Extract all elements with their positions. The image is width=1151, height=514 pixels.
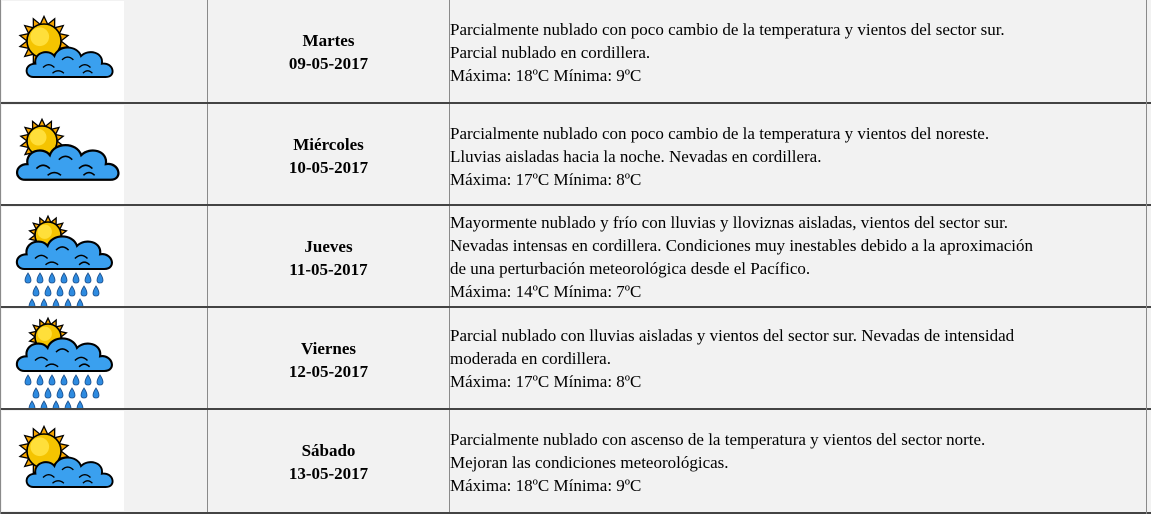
forecast-row <box>0 410 1151 512</box>
description-line: Parcial nublado con lluvias aisladas y vientos del sector sur. Nevadas de intensidad <box>450 326 1015 345</box>
rain-drops <box>25 273 103 307</box>
partly-cloudy-icon <box>2 1 124 101</box>
day-date: 12-05-2017 <box>288 362 369 381</box>
day-cell <box>208 206 450 308</box>
icon-cell <box>0 206 208 308</box>
table-border-right <box>1146 0 1147 514</box>
day-name: Sábado <box>301 441 356 460</box>
day-cell <box>208 410 450 512</box>
rain-drops <box>25 375 103 409</box>
forecast-row <box>0 206 1151 308</box>
temperature-line: Máxima: 18ºC Mínima: 9ºC <box>450 66 642 85</box>
temperature-line: Máxima: 17ºC Mínima: 8ºC <box>450 170 642 189</box>
table-border-left <box>0 0 1 514</box>
description-line: Parcialmente nublado con poco cambio de la temperatura y vientos del noreste. <box>450 124 990 143</box>
forecast-row <box>0 308 1151 410</box>
description-cell <box>450 206 1151 308</box>
day-cell <box>208 0 450 102</box>
day-name: Jueves <box>304 237 353 256</box>
description-line: Parcialmente nublado con poco cambio de la temperatura y vientos del sector sur. <box>450 20 1005 39</box>
temperature-line: Máxima: 17ºC Mínima: 8ºC <box>450 372 642 391</box>
description-line: moderada en cordillera. <box>450 349 611 368</box>
forecast-row <box>0 0 1151 102</box>
temperature-line: Máxima: 18ºC Mínima: 9ºC <box>450 476 642 495</box>
description-line: Mayormente nublado y frío con lluvias y lloviznas aisladas, vientos del sector sur. <box>450 213 1009 232</box>
day-date: 10-05-2017 <box>288 158 369 177</box>
description-cell <box>450 410 1151 512</box>
day-date: 09-05-2017 <box>288 54 369 73</box>
cloud-shape <box>17 338 112 371</box>
partly-cloudy-icon <box>2 411 124 511</box>
description-line: Mejoran las condiciones meteorológicas. <box>450 453 729 472</box>
forecast-row <box>0 104 1151 206</box>
description-line: Parcial nublado en cordillera. <box>450 43 651 62</box>
temperature-line: Máxima: 14ºC Mínima: 7ºC <box>450 282 642 301</box>
cloud-shape <box>17 236 112 269</box>
day-date: 13-05-2017 <box>288 464 369 483</box>
description-cell <box>450 104 1151 206</box>
day-name: Miércoles <box>293 135 364 154</box>
rain-icon <box>2 309 124 409</box>
day-name: Viernes <box>300 339 357 358</box>
icon-cell <box>0 104 208 206</box>
icon-cell <box>0 308 208 410</box>
day-cell <box>208 308 450 410</box>
day-name: Martes <box>302 31 355 50</box>
description-line: de una perturbación meteorológica desde el Pacífico. <box>450 259 811 278</box>
mostly-cloudy-icon <box>2 105 124 205</box>
icon-cell <box>0 410 208 512</box>
description-cell <box>450 0 1151 102</box>
description-line: Lluvias aisladas hacia la noche. Nevadas en cordillera. <box>450 147 822 166</box>
rain-icon <box>2 207 124 307</box>
description-line: Parcialmente nublado con ascenso de la temperatura y vientos del sector norte. <box>450 430 986 449</box>
description-cell <box>450 308 1151 410</box>
description-line: Nevadas intensas en cordillera. Condiciones muy inestables debido a la aproximación <box>450 236 1034 255</box>
icon-cell <box>0 0 208 102</box>
day-date: 11-05-2017 <box>289 260 368 279</box>
day-cell <box>208 104 450 206</box>
